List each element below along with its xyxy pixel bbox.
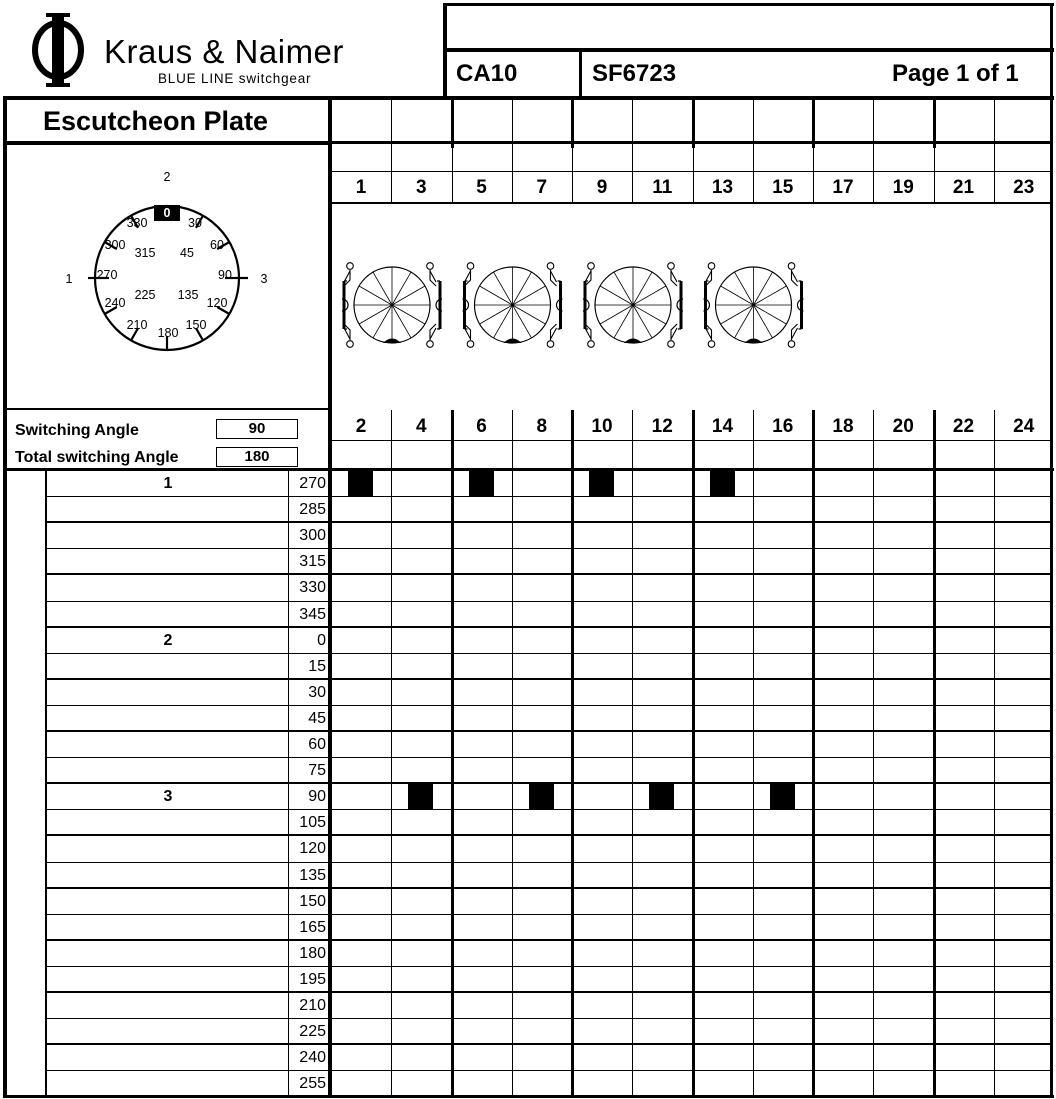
terminal-bottom-2: 2 [355, 416, 367, 437]
angle-label: 285 [299, 501, 326, 519]
row-divider [45, 601, 1053, 602]
column-divider [571, 410, 574, 1098]
terminal-top-7: 7 [536, 177, 548, 198]
main-left-line [3, 96, 7, 1098]
angle-label: 120 [299, 840, 326, 858]
terminal-bottom-6: 6 [476, 416, 487, 437]
dial-label: 60 [210, 238, 224, 252]
brand-logo [22, 10, 94, 90]
angle-label: 150 [299, 892, 326, 910]
dial-label: 45 [180, 246, 194, 260]
switching-angle-label: Switching Angle [15, 422, 139, 439]
terminal-top-19: 19 [892, 177, 914, 198]
row-divider [45, 914, 1053, 915]
angle-label: 60 [308, 736, 326, 753]
header-divider [444, 48, 1054, 52]
column-divider [812, 410, 815, 1098]
contact-element-icon [342, 263, 442, 348]
angle-label: 180 [299, 944, 326, 962]
dial-label: 210 [126, 318, 148, 332]
angle-label: 225 [299, 1023, 326, 1041]
table-top-line [3, 468, 1054, 471]
row-divider [45, 1070, 1053, 1071]
row-divider [45, 678, 1053, 680]
row-divider [45, 834, 1053, 836]
angle-label: 90 [308, 788, 326, 806]
terminal-bottom-12: 12 [651, 416, 673, 437]
switching-angle-value: 90 [216, 419, 298, 439]
terminal-bottom-14: 14 [711, 416, 734, 437]
dial-label: 120 [206, 296, 228, 310]
closed-contact-mark [649, 784, 674, 809]
column-divider [512, 410, 513, 1098]
header-code-divider [579, 48, 582, 98]
angle-label: 15 [308, 657, 326, 675]
angle-label: 210 [299, 997, 326, 1014]
page-indicator: Page 1 of 1 [892, 60, 1019, 87]
row-divider [45, 496, 1053, 497]
brand-subtitle: BLUE LINE switchgear [158, 71, 312, 86]
column-divider [873, 410, 874, 1098]
closed-contact-mark [589, 471, 614, 496]
closed-contact-mark [408, 784, 433, 809]
terminal-top-17: 17 [832, 177, 854, 198]
dial-position-1: 1 [65, 272, 73, 286]
header-frame [444, 3, 1054, 6]
column-divider [994, 410, 995, 1098]
angle-label: 165 [299, 918, 326, 936]
terminal-header-subline [331, 171, 1051, 172]
title-underline [3, 141, 332, 145]
terminal-bottom-8: 8 [536, 416, 548, 437]
header-frame-left [443, 3, 447, 98]
terminal-top-3: 3 [415, 177, 427, 198]
position-label: 2 [163, 631, 173, 649]
terminal-top-15: 15 [772, 177, 794, 198]
position-label: 3 [163, 788, 173, 806]
closed-contact-mark [710, 471, 735, 496]
terminal-top-11: 11 [652, 177, 673, 198]
angle-label: 30 [308, 683, 326, 701]
terminal-bottom-subline [331, 440, 1051, 441]
dial-label: 300 [104, 238, 126, 252]
dial-box-bottom [3, 408, 332, 410]
main-bottom-line [3, 1095, 1054, 1098]
terminal-header-line [331, 141, 1051, 144]
dial-label: 135 [177, 288, 199, 302]
dial-label: 150 [185, 318, 207, 332]
row-divider [45, 573, 1053, 575]
angle-label: 105 [299, 814, 326, 832]
row-divider [45, 939, 1053, 941]
column-divider [692, 410, 695, 1098]
contact-diagram [332, 250, 1052, 360]
angle-label: 45 [308, 709, 326, 727]
contact-element-icon [583, 263, 683, 348]
dial-label: 225 [134, 288, 156, 302]
row-divider [45, 862, 1053, 863]
row-divider [45, 626, 1053, 628]
terminal-bottom-22: 22 [952, 416, 975, 437]
terminal-bottom-18: 18 [832, 416, 854, 437]
terminal-bottom-10: 10 [591, 416, 613, 437]
terminal-top-1: 1 [355, 177, 367, 198]
angle-label: 135 [299, 866, 326, 884]
closed-contact-mark [529, 784, 554, 809]
terminal-top-5: 5 [476, 177, 487, 198]
terminal-bottom-24: 24 [1013, 416, 1035, 437]
angle-label: 270 [299, 475, 326, 492]
dial-label: 330 [126, 216, 148, 230]
series-code: CA10 [456, 60, 518, 87]
dial-label: 270 [96, 268, 118, 282]
angle-label: 75 [308, 762, 326, 780]
closed-contact-mark [770, 784, 795, 809]
angle-label: 330 [299, 579, 326, 597]
dial-position-3: 3 [260, 272, 268, 286]
angle-label: 255 [299, 1075, 326, 1093]
column-divider [753, 410, 754, 1098]
escutcheon-dial [40, 160, 300, 360]
terminal-bottom-16: 16 [772, 416, 794, 437]
row-divider [45, 521, 1053, 523]
column-divider [632, 410, 633, 1098]
dial-label: 240 [104, 296, 126, 310]
section-title: Escutcheon Plate [43, 106, 269, 136]
terminal-top-21: 21 [952, 177, 975, 198]
terminal-top-23: 23 [1013, 177, 1035, 198]
row-divider [45, 730, 1053, 732]
angle-label: 315 [299, 553, 326, 571]
dial-label: 315 [134, 246, 156, 260]
contact-element-icon [704, 263, 804, 348]
closed-contact-mark [469, 471, 494, 496]
row-divider [45, 757, 1053, 758]
terminal-bottom-20: 20 [892, 416, 914, 437]
angle-label: 300 [299, 527, 326, 545]
row-divider [45, 705, 1053, 706]
main-top-line [3, 96, 1054, 100]
terminal-top-13: 13 [711, 177, 734, 198]
switch-code: SF6723 [592, 60, 677, 87]
dial-label: 90 [218, 268, 232, 282]
row-divider [45, 991, 1053, 993]
phi-logo-icon [22, 10, 94, 90]
terminal-top-9: 9 [596, 177, 608, 198]
main-right-line [1050, 96, 1053, 1098]
column-divider [933, 410, 936, 1098]
row-divider [45, 653, 1053, 654]
label-column-divider [328, 96, 332, 1098]
column-divider [391, 410, 392, 1098]
angle-label: 345 [299, 605, 326, 623]
row-divider [45, 548, 1053, 549]
row-divider [45, 1018, 1053, 1019]
row-divider [45, 1043, 1053, 1045]
angle-label: 195 [299, 970, 326, 988]
header-frame-right [1050, 3, 1053, 98]
dial-label: 30 [188, 216, 202, 230]
dial-label: 180 [157, 326, 179, 340]
angle-label: 240 [299, 1049, 326, 1067]
terminal-top-line [331, 202, 1051, 204]
row-divider [45, 809, 1053, 810]
total-switching-angle-label: Total switching Angle [15, 449, 179, 466]
position-label: 1 [163, 475, 173, 492]
brand-name: Kraus & Naimer [104, 33, 344, 70]
angle-label: 0 [317, 631, 326, 649]
total-switching-angle-value: 180 [216, 447, 298, 467]
dial-position-2: 2 [163, 170, 171, 184]
column-divider [451, 410, 454, 1098]
terminal-bottom-4: 4 [415, 416, 427, 437]
closed-contact-mark [348, 471, 373, 496]
dial-selected-angle: 0 [163, 206, 171, 220]
row-divider [45, 887, 1053, 889]
contact-element-icon [463, 263, 563, 348]
row-divider [45, 966, 1053, 967]
